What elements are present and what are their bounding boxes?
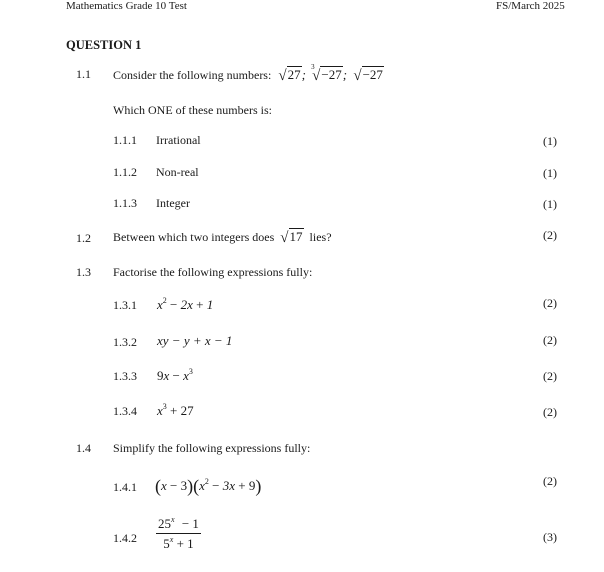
q1-1-1-mark: (1) — [543, 134, 557, 148]
fraction-denominator: $5^x + 1$ — [163, 535, 194, 551]
fraction — [156, 515, 201, 552]
q1-3-4-mark: (2) — [543, 405, 557, 419]
radicand-neg-27: −27 — [362, 67, 383, 82]
sqrt-neg-27: √−27 — [353, 67, 383, 84]
q1-4-2-mark: (3) — [543, 530, 557, 544]
q1-3-1-mark: (2) — [543, 296, 557, 310]
q1-1-sub-prompt: Which ONE of these numbers is: — [113, 103, 272, 117]
header-left: Mathematics Grade 10 Test — [66, 0, 187, 12]
sqrt-17: √17 — [280, 229, 303, 246]
q1-3-2-number: 1.3.2 — [113, 335, 137, 349]
q1-4-number: 1.4 — [76, 441, 91, 455]
q1-3-4-expression: $x^3 + 27$ — [157, 402, 194, 418]
q1-1-text — [113, 63, 384, 85]
sqrt-27: √27 — [278, 67, 301, 84]
radicand-27: 27 — [287, 67, 301, 82]
q1-4-2-number: 1.4.2 — [113, 531, 137, 545]
q1-2-prompt-start: Between which two integers does — [113, 230, 275, 244]
q1-1-1-label: Irrational — [156, 133, 201, 147]
q1-3-3-expression: $9x - x^3$ — [157, 367, 193, 383]
q1-1-numbers: √27; 3 √−27; √−27 — [278, 63, 383, 84]
q1-2-number: 1.2 — [76, 231, 91, 245]
q1-1-2-label: Non-real — [156, 165, 199, 179]
q1-1-2-number: 1.1.2 — [113, 165, 137, 179]
q1-1-2-mark: (1) — [543, 166, 557, 180]
radicand-17: 17 — [289, 229, 303, 244]
q1-4-text: Simplify the following expressions fully: — [113, 441, 311, 455]
radicand-neg-27-cube: −27 — [321, 67, 342, 82]
q1-3-2-expression: xy − y + x − 1 — [157, 333, 233, 348]
q1-4-1-mark: (2) — [543, 474, 557, 488]
q1-3-3-mark: (2) — [543, 369, 557, 383]
q1-2-prompt-end: lies? — [309, 230, 332, 244]
q1-4-2-expression — [156, 515, 201, 552]
q1-4-1-expression: $(x - 3)(x^2 - 3x + 9)$ — [155, 476, 262, 496]
q1-4-1-number: 1.4.1 — [113, 480, 137, 494]
q1-3-4-number: 1.3.4 — [113, 404, 137, 418]
cube-root-index: 3 — [311, 63, 315, 71]
question-title: QUESTION 1 — [66, 38, 142, 52]
q1-1-number: 1.1 — [76, 67, 91, 81]
q1-2-mark: (2) — [543, 228, 557, 242]
header-right: FS/March 2025 — [496, 0, 565, 12]
q1-1-prompt: Consider the following numbers: — [113, 68, 272, 82]
q1-1-3-mark: (1) — [543, 197, 557, 211]
q1-3-1-expression: $x^2 - 2x + 1$ — [157, 296, 214, 312]
q1-3-number: 1.3 — [76, 265, 91, 279]
fraction-numerator: 25$^x$ − 1 — [156, 515, 201, 534]
q1-3-3-number: 1.3.3 — [113, 369, 137, 383]
q1-1-1-number: 1.1.1 — [113, 133, 137, 147]
q1-1-3-number: 1.1.3 — [113, 196, 137, 210]
cbrt-neg-27: 3 √−27 — [311, 63, 342, 84]
q1-1-3-label: Integer — [156, 196, 190, 210]
q1-3-2-mark: (2) — [543, 333, 557, 347]
q1-3-1-number: 1.3.1 — [113, 298, 137, 312]
q1-2-text — [113, 229, 332, 247]
q1-3-text: Factorise the following expressions fully: — [113, 265, 313, 279]
